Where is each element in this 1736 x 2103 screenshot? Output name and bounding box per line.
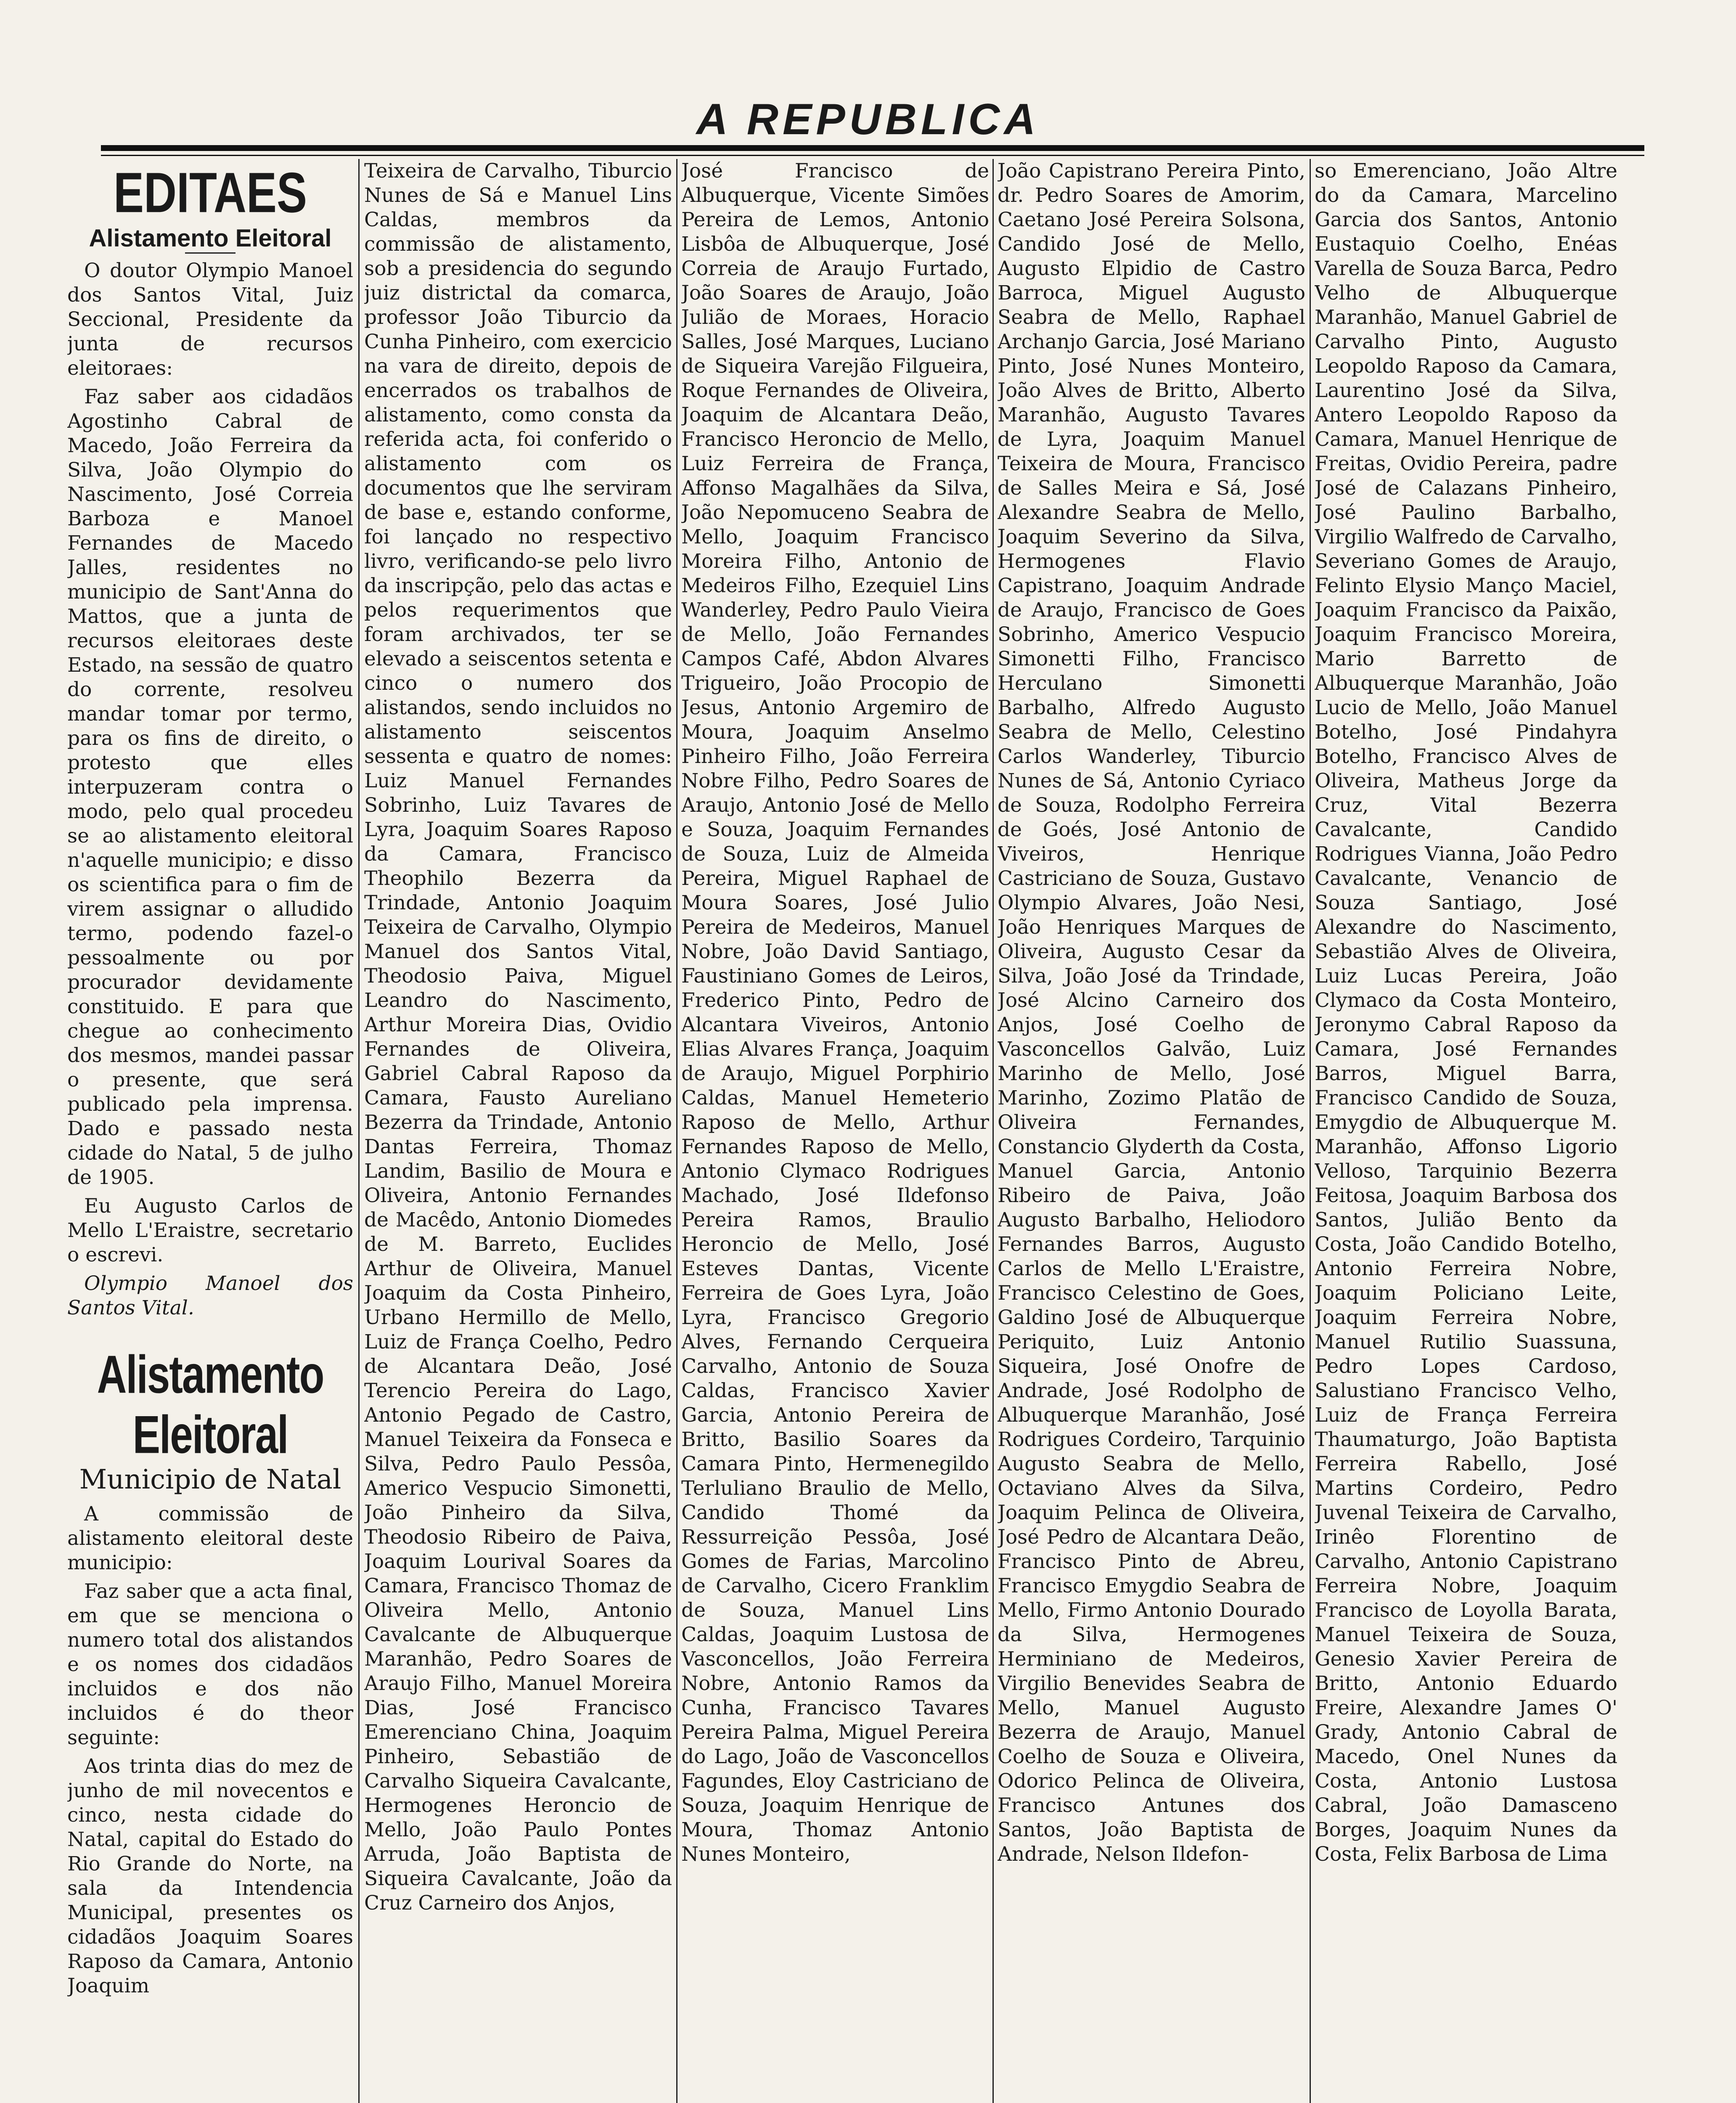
masthead-rule-thick [101, 145, 1644, 151]
masthead-rule-thin [101, 155, 1644, 156]
column-rule-3 [992, 159, 994, 2103]
column-1 [67, 159, 353, 2103]
column-text: José Francisco de Albuquerque, Vicente Simões Pereira de Lemos, Antonio Lisbôa de Albuquerque, José Correia de Araujo Furtado, João Soares de Araujo, João Julião de Moraes, Horacio Salles, José Marques, Luciano de Siqueira Varejão Filgueira, Roque Fernandes de Oliveira, Joaquim de Alcantara Deão, Francisco Heroncio de Mello, Luiz Ferreira de França, Affonso Magalhães da Silva, João Nepomuceno Seabra de Mello, Joaquim Francisco Moreira Filho, Antonio de Medeiros Filho, Ezequiel Lins Wanderley, Pedro Paulo Vieira de Mello, João Fernandes Campos Café, Abdon Alvares Trigueiro, João Procopio de Jesus, Antonio Argemiro de Moura, Joaquim Anselmo Pinheiro Filho, João Ferreira Nobre Filho, Pedro Soares de Araujo, Antonio José de Mello e Souza, Joaquim Fernandes de Souza, Luiz de Almeida Pereira, Miguel Raphael de Moura Soares, José Julio Pereira de Medeiros, Manuel Nobre, João David Santiago, Faustiniano Gomes de Leiros, Frederico Pinto, Pedro de Alcantara Viveiros, Antonio Elias Alvares França, Joaquim de Araujo, Miguel Porphirio Caldas, Manuel Hemeterio Raposo de Mello, Arthur Fernandes Raposo de Mello, Antonio Clymaco Rodrigues Machado, José Ildefonso Pereira Ramos, Braulio Heroncio de Mello, José Esteves Dantas, Vicente Ferreira de Goes Lyra, João Lyra, Francisco Gregorio Alves, Fernando Cerqueira Carvalho, Antonio de Souza Caldas, Francisco Xavier Garcia, Antonio Pereira de Britto, Basilio Soares da Camara Pinto, Hermenegildo Terluliano Braulio de Mello, Candido Thomé da Ressurreição Pessôa, José Gomes de Farias, Marcolino de Carvalho, Cicero Franklim de Souza, Manuel Lins Caldas, Joaquim Lustosa de Vasconcellos, João Ferreira Nobre, Antonio Ramos da Cunha, Francisco Tavares Pereira Palma, Miguel Pereira do Lago, João de Vasconcellos Fagundes, Eloy Castriciano de Souza, Joaquim Henrique de Moura, Thomaz Antonio Nunes Monteiro, [681, 159, 989, 1866]
alistamento-subtitle: Alistamento Eleitoral [89, 225, 332, 252]
masthead-title: A REPUBLICA [696, 95, 1040, 144]
paragraph: Aos trinta dias do mez de junho de mil novecentos e cinco, nesta cidade do Natal, capital do Estado do Rio Grande do Norte, na sala da Intendencia Municipal, presentes os cidadãos Joaquim Soares Raposo da Camara, Antonio Joaquim [67, 1755, 353, 1997]
paragraph: Eu Augusto Carlos de Mello L'Eraistre, secretario o escrevi. [67, 1195, 353, 1266]
column-rule-4 [1310, 159, 1311, 2103]
paragraph: O doutor Olympio Manoel dos Santos Vital, Juiz Seccional, Presidente da junta de recursos eleitoraes: [67, 259, 353, 380]
column-4 [998, 159, 1305, 2103]
column-rule-1 [358, 159, 360, 2103]
column-text: João Capistrano Pereira Pinto, dr. Pedro Soares de Amorim, Caetano José Pereira Solsona, Candido José de Mello, Augusto Elpidio de Castro Barroca, Miguel Augusto Seabra de Mello, Raphael Archanjo Garcia, José Mariano Pinto, José Nunes Monteiro, João Alves de Britto, Alberto Maranhão, Augusto Tavares de Lyra, Joaquim Manuel Teixeira de Moura, Francisco de Salles Meira e Sá, José Alexandre Seabra de Mello, Joaquim Severino da Silva, Hermogenes Flavio Capistrano, Joaquim Andrade de Araujo, Francisco de Goes Sobrinho, Americo Vespucio Simonetti Filho, Francisco Herculano Simonetti Barbalho, Alfredo Augusto Seabra de Mello, Celestino Carlos Wanderley, Tiburcio Nunes de Sá, Antonio Cyriaco de Souza, Rodolpho Ferreira de Goés, José Antonio de Viveiros, Henrique Castriciano de Souza, Gustavo Olympio Alvares, João Nesi, João Henriques Marques de Oliveira, Augusto Cesar da Silva, João José da Trindade, José Alcino Carneiro dos Anjos, José Coelho de Vasconcellos Galvão, Luiz Marinho de Mello, José Marinho, Zozimo Platão de Oliveira Fernandes, Constancio Glyderth da Costa, Manuel Garcia, Antonio Ribeiro de Paiva, João Augusto Barbalho, Heliodoro Fernandes Barros, Augusto Carlos de Mello L'Eraistre, Francisco Celestino de Goes, Galdino José de Albuquerque Periquito, Luiz Antonio Siqueira, José Onofre de Andrade, José Rodolpho de Albuquerque Maranhão, José Rodrigues Cordeiro, Tarquinio Augusto Seabra de Mello, Octaviano Alves da Silva, Joaquim Pelinca de Oliveira, José Pedro de Alcantara Deão, Francisco Pinto de Abreu, Francisco Emygdio Seabra de Mello, Firmo Antonio Dourado da Silva, Hermogenes Herminiano de Medeiros, Virgilio Benevides Seabra de Mello, Manuel Augusto Bezerra de Araujo, Manuel Coelho de Souza e Oliveira, Odorico Pelinca de Oliveira, Francisco Antunes dos Santos, João Baptista de Andrade, Nelson Ildefon- [998, 159, 1305, 1866]
paragraph: A commissão de alistamento eleitoral deste municipio: [67, 1502, 353, 1574]
column-rule-2 [676, 159, 677, 2103]
column-3 [681, 159, 989, 2103]
editaes-title: EDITAES [113, 160, 307, 224]
divider [185, 252, 236, 254]
column-5 [1315, 159, 1617, 2103]
alistamento-title: Alistamento Eleitoral [97, 1344, 324, 1465]
paragraph: Faz saber aos cidadãos Agostinho Cabral de Macedo, João Ferreira da Silva, João Olympio do Nascimento, José Correia Barboza e Manoel Fernandes de Macedo Jalles, residentes no municipio de Sant'Anna do Mattos, que a junta de recursos eleitoraes deste Estado, na sessão de quatro do corrente, resolveu mandar tomar por termo, para os fins de direito, o protesto que elles interpuzeram contra o modo, pelo qual procedeu se ao alistamento eleitoral n'aquelle municipio; e disso os scientifica para o fim de virem assignar o alludido termo, podendo fazel-o pessoalmente ou por procurador devidamente constituido. E para que chegue ao conhecimento dos mesmos, mandei passar o presente, que será publicado pela imprensa. Dado e passado nesta cidade do Natal, 5 de julho de 1905. [67, 385, 353, 1189]
municipio-subtitle: Municipio de Natal [79, 1464, 341, 1495]
column-text: Teixeira de Carvalho, Tiburcio Nunes de Sá e Manuel Lins Caldas, membros da commissão de alistamento, sob a presidencia do segundo juiz districtal da comarca, professor João Tiburcio da Cunha Pinheiro, com exercicio na vara de direito, depois de encerrados os trabalhos de alistamento, como consta da referida acta, foi conferido o alistamento com os documentos que lhe serviram de base e, estando conforme, foi lançado no respectivo livro, verificando-se pelo livro da inscripção, pelo das actas e pelos requerimentos que foram archivados, ter se elevado a seiscentos setenta e cinco o numero dos alistandos, sendo incluidos no alistamento seiscentos sessenta e quatro de nomes: Luiz Manuel Fernandes Sobrinho, Luiz Tavares de Lyra, Joaquim Soares Raposo da Camara, Francisco Theophilo Bezerra da Trindade, Antonio Joaquim Teixeira de Carvalho, Olympio Manuel dos Santos Vital, Theodosio Paiva, Miguel Leandro do Nascimento, Arthur Moreira Dias, Ovidio Fernandes de Oliveira, Gabriel Cabral Raposo da Camara, Fausto Aureliano Bezerra da Trindade, Antonio Dantas Ferreira, Thomaz Landim, Basilio de Moura e Oliveira, Antonio Fernandes de Macêdo, Antonio Diomedes de M. Barreto, Euclides Arthur de Oliveira, Manuel Joaquim da Costa Pinheiro, Urbano Hermillo de Mello, Luiz de França Coelho, Pedro de Alcantara Deão, José Terencio Pereira do Lago, Antonio Pegado de Castro, Manuel Teixeira da Fonseca e Silva, Pedro Paulo Pessôa, Americo Vespucio Simonetti, João Pinheiro da Silva, Theodosio Ribeiro de Paiva, Joaquim Lourival Soares da Camara, Francisco Thomaz de Oliveira Mello, Antonio Cavalcante de Albuquerque Maranhão, Pedro Soares de Araujo Filho, Manuel Moreira Dias, José Francisco Emerenciano China, Joaquim Pinheiro, Sebastião de Carvalho Siqueira Cavalcante, Hermogenes Heroncio de Mello, João Paulo Pontes Arruda, João Baptista de Siqueira Cavalcante, João da Cruz Carneiro dos Anjos, [364, 159, 672, 1915]
column-2 [364, 159, 672, 2103]
signature: Olympio Manoel dos Santos Vital. [67, 1272, 353, 1319]
paragraph: Faz saber que a acta final, em que se menciona o numero total dos alistandos e os nomes dos cidadãos incluidos e dos não incluidos é do theor seguinte: [67, 1580, 353, 1749]
column-text: so Emerenciano, João Altre do da Camara, Marcelino Garcia dos Santos, Antonio Eustaquio Coelho, Enéas Varella de Souza Barca, Pedro Velho de Albuquerque Maranhão, Manuel Gabriel de Carvalho Pinto, Augusto Leopoldo Raposo da Camara, Laurentino José da Silva, Antero Leopoldo Raposo da Camara, Manuel Henrique de Freitas, Ovidio Pereira, padre José de Calazans Pinheiro, José Paulino Barbalho, Virgilio Walfredo de Carvalho, Severiano Gomes de Araujo, Felinto Elysio Manço Maciel, Joaquim Francisco da Paixão, Joaquim Francisco Moreira, Mario Barretto de Albuquerque Maranhão, João Lucio de Mello, João Manuel Botelho, José Pindahyra Botelho, Francisco Alves de Oliveira, Matheus Jorge da Cruz, Vital Bezerra Cavalcante, Candido Rodrigues Vianna, João Pedro Cavalcante, Venancio de Souza Santiago, José Alexandre do Nascimento, Sebastião Alves de Oliveira, Luiz Lucas Pereira, João Clymaco da Costa Monteiro, Jeronymo Cabral Raposo da Camara, José Fernandes Barros, Miguel Barra, Francisco Candido de Souza, Emygdio de Albuquerque M. Maranhão, Affonso Ligorio Velloso, Tarquinio Bezerra Feitosa, Joaquim Barbosa dos Santos, Julião Bento da Costa, João Candido Botelho, Antonio Ferreira Nobre, Joaquim Policiano Leite, Joaquim Ferreira Nobre, Manuel Rutilio Suassuna, Pedro Lopes Cardoso, Salustiano Francisco Velho, Luiz de França Ferreira Thaumaturgo, João Baptista Ferreira Rabello, José Martins Cordeiro, Pedro Juvenal Teixeira de Carvalho, Irinêo Florentino de Carvalho, Antonio Capistrano Ferreira Nobre, Joaquim Francisco de Loyolla Barata, Manuel Teixeira de Souza, Genesio Xavier Pereira de Britto, Antonio Eduardo Freire, Alexandre James O' Grady, Antonio Cabral de Macedo, Onel Nunes da Costa, Antonio Lustosa Cabral, João Damasceno Borges, Joaquim Nunes da Costa, Felix Barbosa de Lima [1315, 159, 1617, 1866]
